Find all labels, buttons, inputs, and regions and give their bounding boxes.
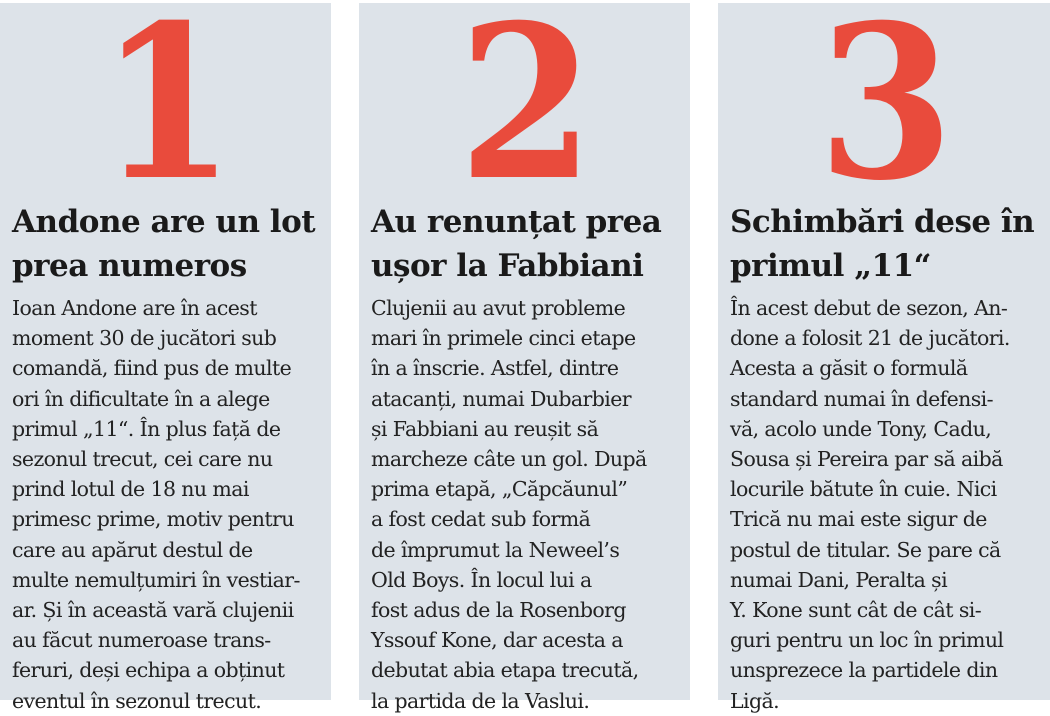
body-line: postul de titular. Se pare că xyxy=(730,537,1001,562)
column-headline xyxy=(12,200,323,288)
body-line: moment 30 de jucători sub xyxy=(12,326,277,351)
body-line: done a folosit 21 de jucători. xyxy=(730,326,1010,351)
body-line: numai Dani, Peralta și xyxy=(730,567,948,592)
body-line: vă, acolo unde Tony, Cadu, xyxy=(730,416,992,441)
body-line: Trică nu mai este sigur de xyxy=(730,507,987,532)
body-line: ori în dificultate în a alege xyxy=(12,386,270,411)
body-line: În acest debut de sezon, An- xyxy=(730,296,1008,320)
body-line: feruri, deși echipa a obținut xyxy=(12,658,285,683)
body-line: sezonul trecut, cei care nu xyxy=(12,447,273,472)
column-body xyxy=(12,293,317,716)
body-line: Ligă. xyxy=(730,688,780,713)
body-line: Y. Kone sunt cât de cât si- xyxy=(730,598,982,623)
column-number: 2 xyxy=(458,0,591,227)
body-line: Sousa și Pereira par să aibă xyxy=(730,447,1003,472)
column-3 xyxy=(718,0,1050,713)
body-line: Ioan Andone are în acest xyxy=(12,296,257,320)
body-line: eventul în sezonul trecut. xyxy=(12,688,262,713)
body-line: mari în primele cinci etape xyxy=(371,326,636,351)
headline-line: ușor la Fabbiani xyxy=(371,248,644,284)
body-line: Clujenii au avut probleme xyxy=(371,296,626,320)
body-line: la partida de la Vaslui. xyxy=(371,688,590,713)
body-line: standard numai în defensi- xyxy=(730,386,993,411)
column-body xyxy=(371,293,676,716)
headline-line: prea numeros xyxy=(12,248,247,284)
body-line: au făcut numeroase trans- xyxy=(12,628,271,653)
body-line: ar. Și în această vară clujenii xyxy=(12,598,294,623)
body-line: atacanți, numai Dubarbier xyxy=(371,386,631,411)
body-line: Old Boys. În locul lui a xyxy=(371,567,592,592)
body-line: locurile bătute în cuie. Nici xyxy=(730,477,997,502)
column-1 xyxy=(0,0,331,713)
body-line: a fost cedat sub formă xyxy=(371,507,591,532)
body-line: guri pentru un loc în primul xyxy=(730,628,1004,653)
body-line: care au apărut destul de xyxy=(12,537,253,562)
headline-line: Schimbări dese în xyxy=(730,204,1035,240)
column-headline xyxy=(730,200,1042,288)
body-line: prima etapă, „Căpcăunul” xyxy=(371,477,628,502)
body-line: fost adus de la Rosenborg xyxy=(371,598,626,623)
column-body xyxy=(730,293,1036,716)
body-line: și Fabbiani au reușit să xyxy=(371,416,599,441)
body-line: primul „11“. În plus față de xyxy=(12,416,281,441)
body-line: primesc prime, motiv pentru xyxy=(12,507,294,532)
headline-line: Andone are un lot xyxy=(12,204,316,240)
column-headline xyxy=(371,200,682,288)
body-line: comandă, fiind pus de multe xyxy=(12,356,292,381)
column-number: 1 xyxy=(99,0,232,227)
body-line: de împrumut la Neweel’s xyxy=(371,537,620,562)
body-line: debutat abia etapa trecută, xyxy=(371,658,639,683)
body-line: Acesta a găsit o formulă xyxy=(730,356,968,381)
body-line: marcheze câte un gol. După xyxy=(371,447,647,472)
headline-line: primul „11“ xyxy=(730,248,931,284)
body-line: Yssouf Kone, dar acesta a xyxy=(371,628,623,653)
column-2 xyxy=(359,0,690,713)
body-line: prind lotul de 18 nu mai xyxy=(12,477,249,502)
body-line: multe nemulțumiri în vestiar- xyxy=(12,567,300,592)
headline-line: Au renunțat prea xyxy=(371,204,662,240)
body-line: unsprezece la partidele din xyxy=(730,658,998,683)
body-line: în a înscrie. Astfel, dintre xyxy=(371,356,619,381)
column-number: 3 xyxy=(817,0,951,227)
